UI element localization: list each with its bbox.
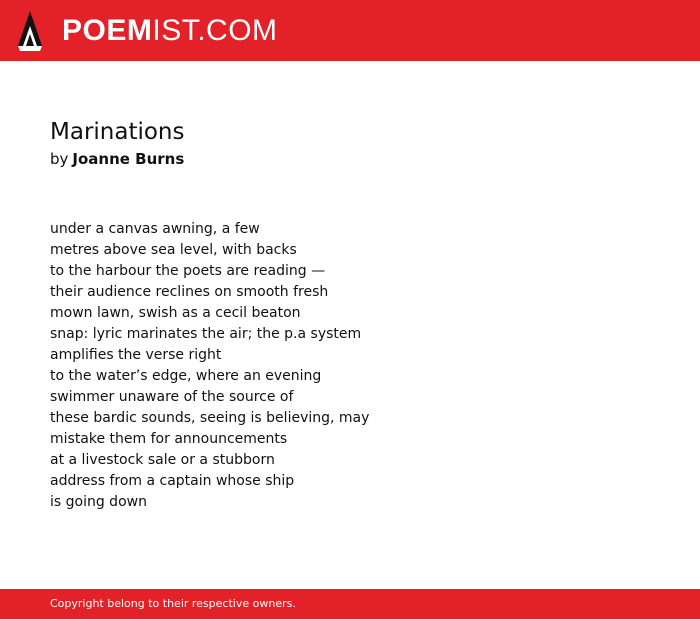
poem-line: mown lawn, swish as a cecil beaton <box>50 305 301 321</box>
poem-line: amplifies the verse right <box>50 347 222 363</box>
poem-line: under a canvas awning, a few <box>50 221 260 237</box>
poem-line: address from a captain whose ship <box>50 473 295 489</box>
poem-line: is going down <box>50 494 147 510</box>
poem-line: swimmer unaware of the source of <box>50 389 294 405</box>
poem-line: metres above sea level, with backs <box>50 242 297 258</box>
poem-author: Joanne Burns <box>72 150 185 168</box>
site-footer <box>0 589 700 619</box>
brand-bold: POEM <box>62 14 153 47</box>
copyright-text: Copyright belong to their respective owners. <box>50 597 296 610</box>
site-logo-text[interactable] <box>62 14 278 48</box>
site-header <box>0 0 700 61</box>
poem-line: to the harbour the poets are reading — <box>50 263 326 279</box>
poem-line: their audience reclines on smooth fresh <box>50 284 329 300</box>
poem-line: snap: lyric marinates the air; the p.a system <box>50 326 362 342</box>
poem-byline <box>50 149 184 169</box>
brand-light: IST.COM <box>152 14 278 47</box>
poem-line: mistake them for announcements <box>50 431 288 447</box>
poem-body <box>50 219 369 513</box>
poem-line: to the water’s edge, where an evening <box>50 368 322 384</box>
by-label: by <box>50 150 69 168</box>
pencil-tip-icon[interactable] <box>17 10 43 52</box>
poem-line: these bardic sounds, seeing is believing, may <box>50 410 370 426</box>
poem-line: at a livestock sale or a stubborn <box>50 452 275 468</box>
poem-title: Marinations <box>50 119 185 145</box>
